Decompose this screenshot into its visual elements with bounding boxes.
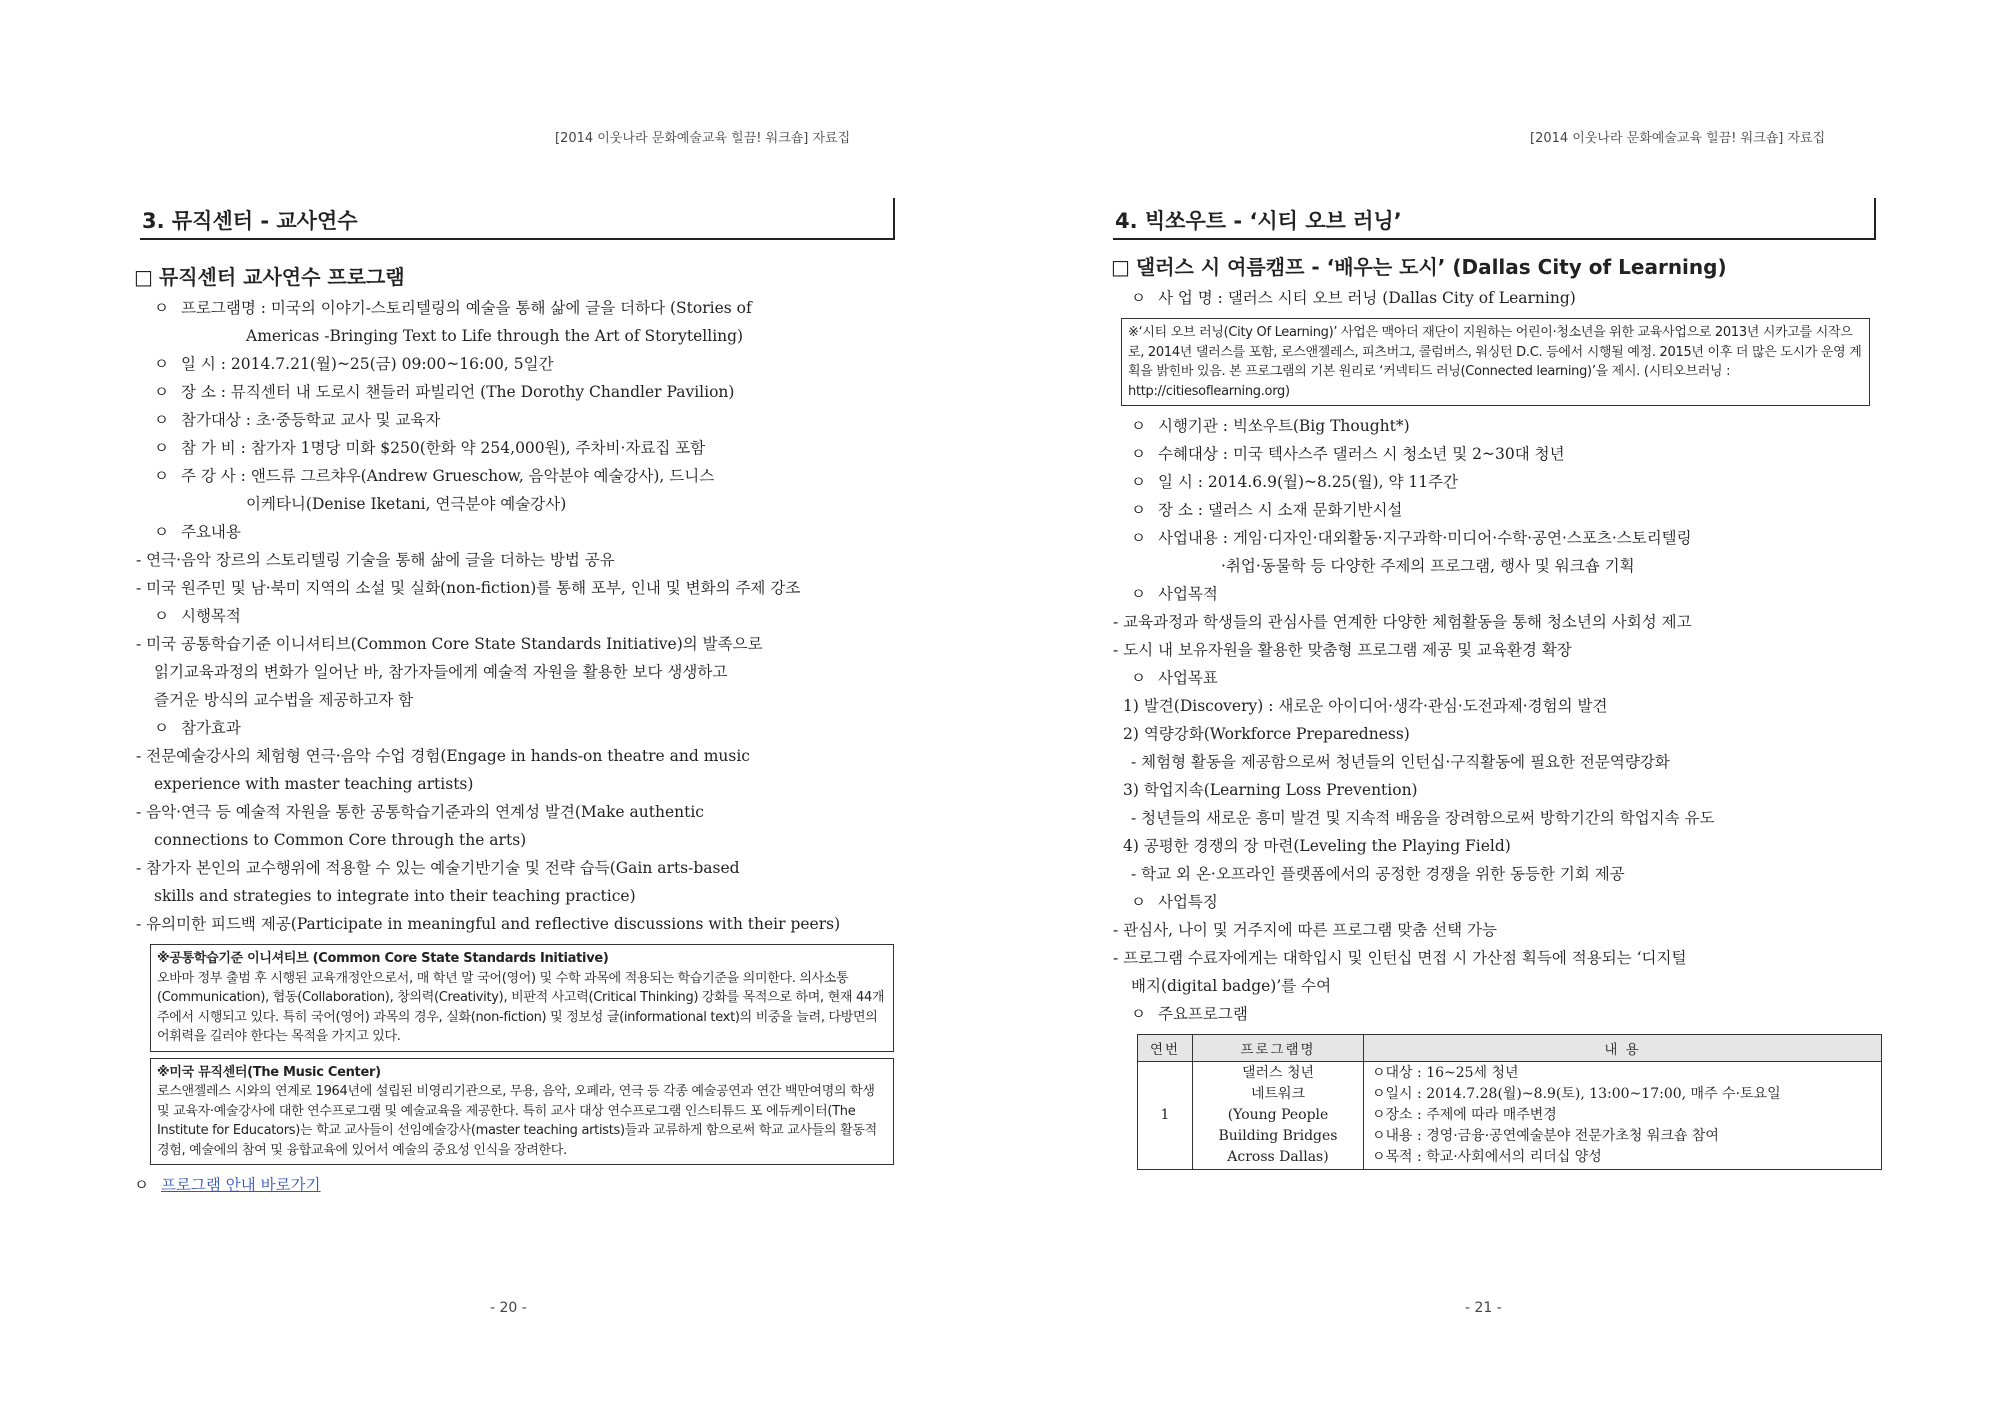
body-line bbox=[134, 742, 894, 770]
line-text: - 연극·음악 장르의 스토리텔링 기술을 통해 삶에 글을 더하는 방법 공유 bbox=[136, 551, 615, 569]
note-title: ※공통학습기준 이니셔티브 (Common Core State Standards Initiative) bbox=[157, 951, 609, 966]
line-text: connections to Common Core through the arts) bbox=[154, 831, 527, 849]
square-bullet-icon: □ bbox=[1111, 255, 1130, 279]
line-text: 사 업 명 : 댈러스 시티 오브 러닝 (Dallas City of Learning) bbox=[1157, 289, 1576, 307]
bullet-icon: ㅇ bbox=[1131, 893, 1146, 911]
page-21 bbox=[1000, 0, 2000, 1413]
body-line bbox=[1111, 720, 1876, 748]
line-text: - 학교 외 온·오프라인 플랫폼에서의 공정한 경쟁을 위한 동등한 기회 제공 bbox=[1131, 865, 1625, 883]
line-text: 즐거운 방식의 교수법을 제공하고자 함 bbox=[154, 691, 414, 709]
line-text: 3) 학업지속(Learning Loss Prevention) bbox=[1123, 781, 1418, 799]
business-name-line bbox=[1111, 284, 1876, 312]
bullet-icon: ㅇ bbox=[1131, 529, 1146, 547]
line-text: 참 가 비 : 참가자 1명당 미화 $250(한화 약 254,000원), 주차비·자료집 포함 bbox=[180, 439, 706, 457]
table-row bbox=[1138, 1062, 1882, 1170]
sub-heading-text: 댈러스 시 여름캠프 - ‘배우는 도시’ (Dallas City of Learning) bbox=[1135, 255, 1727, 279]
line-text: experience with master teaching artists) bbox=[154, 775, 474, 793]
note-box-city-of-learning bbox=[1121, 318, 1870, 406]
line-text: 사업목적 bbox=[1157, 585, 1218, 603]
body-line bbox=[134, 770, 894, 798]
line-text: 읽기교육과정의 변화가 일어난 바, 참가자들에게 예술적 자원을 활용한 보다 생생하고 bbox=[154, 663, 728, 681]
body-line bbox=[1111, 888, 1876, 916]
bullet-icon: ㅇ bbox=[154, 383, 169, 401]
line-text: - 미국 원주민 및 남·북미 지역의 소설 및 실화(non-fiction)를 통해 포부, 인내 및 변화의 주제 강조 bbox=[136, 579, 801, 597]
body-line bbox=[134, 686, 894, 714]
body-line bbox=[1111, 496, 1876, 524]
right-body-lines bbox=[1111, 412, 1876, 1028]
body-line bbox=[1111, 608, 1876, 636]
program-name-line: (Young People bbox=[1227, 1107, 1329, 1123]
body-line bbox=[134, 518, 894, 546]
line-text: 참가효과 bbox=[180, 719, 241, 737]
line-text: 1) 발견(Discovery) : 새로운 아이디어·생각·관심·도전과제·경험의 발견 bbox=[1123, 697, 1608, 715]
line-text: 이케타니(Denise Iketani, 연극분야 예술강사) bbox=[246, 495, 567, 513]
bullet-icon: ㅇ bbox=[154, 439, 169, 457]
line-text: 주요프로그램 bbox=[1157, 1005, 1248, 1023]
bullet-icon: ㅇ bbox=[154, 299, 169, 317]
body-line bbox=[134, 434, 894, 462]
body-line bbox=[134, 630, 894, 658]
line-text: - 음악·연극 등 예술적 자원을 통한 공통학습기준과의 연계성 발견(Make authentic bbox=[136, 803, 704, 821]
page-number: - 20 - bbox=[490, 1300, 527, 1316]
line-text: - 프로그램 수료자에게는 대학입시 및 인턴십 면접 시 가산점 획득에 적용되는 ‘디지털 bbox=[1113, 949, 1687, 967]
body-line bbox=[1111, 580, 1876, 608]
bullet-icon: ㅇ bbox=[154, 467, 169, 485]
cell-no: 1 bbox=[1138, 1062, 1193, 1170]
sub-heading bbox=[134, 262, 894, 292]
bullet-icon: ㅇ bbox=[154, 719, 169, 737]
line-text: 일 시 : 2014.6.9(월)~8.25(월), 약 11주간 bbox=[1157, 473, 1459, 491]
body-line bbox=[1111, 412, 1876, 440]
body-line bbox=[134, 406, 894, 434]
bullet-icon: ㅇ bbox=[1131, 445, 1146, 463]
body-line bbox=[1111, 692, 1876, 720]
line-text: 시행목적 bbox=[180, 607, 241, 625]
content-line: ㅇ대상 : 16~25세 청년 bbox=[1372, 1065, 1519, 1081]
note-box-common-core bbox=[150, 944, 894, 1052]
line-text: - 미국 공통학습기준 이니셔티브(Common Core State Standards Initiative)의 발족으로 bbox=[136, 635, 763, 653]
content-line: ㅇ목적 : 학교·사회에서의 리더십 양성 bbox=[1372, 1149, 1602, 1165]
header-program-name: 프로그램명 bbox=[1193, 1035, 1364, 1062]
line-text: 사업특징 bbox=[1157, 893, 1218, 911]
body-line bbox=[1111, 776, 1876, 804]
body-line bbox=[1111, 860, 1876, 888]
note-box-music-center bbox=[150, 1058, 894, 1166]
body-line bbox=[1111, 916, 1876, 944]
content-line: ㅇ일시 : 2014.7.28(월)~8.9(토), 13:00~17:00, 매주 수·토요일 bbox=[1372, 1086, 1781, 1102]
table-header-row bbox=[1138, 1035, 1882, 1062]
body-line bbox=[1111, 748, 1876, 776]
bullet-icon: ㅇ bbox=[1131, 289, 1146, 307]
page-number: - 21 - bbox=[1465, 1300, 1502, 1316]
body-line bbox=[134, 294, 894, 322]
body-line bbox=[1111, 944, 1876, 972]
program-name-line: Building Bridges bbox=[1218, 1128, 1338, 1144]
line-text: 배지(digital badge)’를 수여 bbox=[1131, 977, 1332, 995]
note-body: 오바마 정부 출범 후 시행된 교육개정안으로서, 매 학년 말 국어(영어) 및 수학 과목에 적용되는 학습기준을 의미한다. 의사소통(Communication), 협동(Collaboration), 창의력(Creativity), 비판적 사고력(Critical Thinking) 강화를 목적으로 하며, 현재 44개 주에서 시행되고 있다. 특히 국어(영어) 과목의 경우, 실화(non-fiction) 및 정보성 글(informational text)의 비중을 늘려, 다방면의 어휘력을 길러야 한다는 목적을 가지고 있다. bbox=[157, 970, 885, 1044]
body-line bbox=[134, 378, 894, 406]
line-text: 일 시 : 2014.7.21(월)~25(금) 09:00~16:00, 5일간 bbox=[180, 355, 554, 373]
bullet-icon: ㅇ bbox=[1131, 473, 1146, 491]
program-table bbox=[1137, 1034, 1882, 1170]
line-text: 수혜대상 : 미국 텍사스주 댈러스 시 청소년 및 2~30대 청년 bbox=[1157, 445, 1565, 463]
body-line bbox=[1111, 1000, 1876, 1028]
line-text: - 체험형 활동을 제공함으로써 청년들의 인턴십·구직활동에 필요한 전문역량강화 bbox=[1131, 753, 1670, 771]
cell-program-name bbox=[1193, 1062, 1364, 1170]
section-title: 3. 뮤직센터 - 교사연수 bbox=[140, 198, 895, 240]
body-line bbox=[134, 490, 894, 518]
note-title: ※미국 뮤직센터(The Music Center) bbox=[157, 1064, 381, 1080]
body-line bbox=[134, 854, 894, 882]
right-column bbox=[1111, 252, 1876, 1170]
bullet-icon: ㅇ bbox=[1131, 501, 1146, 519]
body-line bbox=[1111, 832, 1876, 860]
bullet-icon: ㅇ bbox=[1131, 417, 1146, 435]
running-header: [2014 이웃나라 문화예술교육 힐끔! 워크숍] 자료집 bbox=[1530, 131, 1826, 146]
body-line bbox=[134, 910, 894, 938]
program-name-line: 댈러스 청년 bbox=[1241, 1065, 1315, 1081]
line-text: - 참가자 본인의 교수행위에 적용할 수 있는 예술기반기술 및 전략 습득(Gain arts-based bbox=[136, 859, 740, 877]
sub-heading bbox=[1111, 252, 1876, 282]
line-text: 참가대상 : 초·중등학교 교사 및 교육자 bbox=[180, 411, 441, 429]
bullet-icon: ㅇ bbox=[154, 355, 169, 373]
line-text: 장 소 : 댈러스 시 소재 문화기반시설 bbox=[1157, 501, 1403, 519]
body-line bbox=[134, 798, 894, 826]
bullet-icon: ㅇ bbox=[154, 411, 169, 429]
sub-heading-text: 뮤직센터 교사연수 프로그램 bbox=[158, 265, 405, 289]
program-guide-link[interactable]: 프로그램 안내 바로가기 bbox=[160, 1176, 321, 1194]
header-content: 내 용 bbox=[1364, 1035, 1882, 1062]
line-text: - 전문예술강사의 체험형 연극·음악 수업 경험(Engage in hands-on theatre and music bbox=[136, 747, 750, 765]
body-line bbox=[1111, 636, 1876, 664]
content-line: ㅇ장소 : 주제에 따라 매주변경 bbox=[1372, 1107, 1557, 1123]
bullet-icon: ㅇ bbox=[154, 607, 169, 625]
header-no: 연번 bbox=[1138, 1035, 1193, 1062]
program-link-line bbox=[134, 1171, 894, 1199]
body-line bbox=[134, 658, 894, 686]
body-line bbox=[134, 882, 894, 910]
note-body: ※‘시티 오브 러닝(City Of Learning)’ 사업은 맥아더 재단이 지원하는 어린이·청소년을 위한 교육사업으로 2013년 시카고를 시작으로, 2014년 댈러스를 포함, 로스앤젤레스, 피츠버그, 콜럼버스, 워싱턴 D.C. 등에서 시행될 예정. 2015년 이후 더 많은 도시가 운영 계획을 밝힌바 있음. 본 프로그램의 기본 원리로 ‘커넥티드 러닝(Connected learning)’을 제시. (시티오브러닝 : http://citiesoflearning.org) bbox=[1128, 325, 1862, 399]
bullet-icon: ㅇ bbox=[1131, 1005, 1146, 1023]
bullet-icon: ㅇ bbox=[1131, 585, 1146, 603]
line-text: 시행기관 : 빅쏘우트(Big Thought*) bbox=[1157, 417, 1410, 435]
body-line bbox=[134, 602, 894, 630]
square-bullet-icon: □ bbox=[134, 265, 153, 289]
line-text: 사업내용 : 게임·디자인·대외활동·지구과학·미디어·수학·공연·스포츠·스토리텔링 bbox=[1157, 529, 1692, 547]
line-text: 사업목표 bbox=[1157, 669, 1218, 687]
note-body: 로스앤젤레스 시와의 연계로 1964년에 설립된 비영리기관으로, 무용, 음악, 오페라, 연극 등 각종 예술공연과 연간 백만여명의 학생 및 교육자·예술강사에 대한 연수프로그램 및 예술교육을 제공한다. 특히 교사 대상 연수프로그램 인스티튜드 포 에듀케이터(The Institute for Educators)는 학교 교사들이 선임예술강사(master teaching artists)들과 교류하게 함으로써 학교 교사들의 활동적 경험, 예술에의 참여 및 융합교육에 있어서 예술의 중요성 인식을 장려한다. bbox=[157, 1084, 877, 1158]
body-line bbox=[134, 322, 894, 350]
body-line bbox=[1111, 664, 1876, 692]
line-text: ·취업·동물학 등 다양한 주제의 프로그램, 행사 및 워크숍 기획 bbox=[1221, 557, 1635, 575]
line-text: - 청년들의 새로운 흥미 발견 및 지속적 배움을 장려함으로써 방학기간의 학업지속 유도 bbox=[1131, 809, 1715, 827]
line-text: skills and strategies to integrate into their teaching practice) bbox=[154, 887, 636, 905]
line-text: 주요내용 bbox=[180, 523, 241, 541]
program-name-line: 네트워크 bbox=[1250, 1086, 1306, 1102]
line-text: 주 강 사 : 앤드류 그르챠우(Andrew Grueschow, 음악분야 예술강사), 드니스 bbox=[180, 467, 715, 485]
line-text: - 도시 내 보유자원을 활용한 맞춤형 프로그램 제공 및 교육환경 확장 bbox=[1113, 641, 1572, 659]
bullet-icon: ㅇ bbox=[1131, 669, 1146, 687]
body-line bbox=[1111, 440, 1876, 468]
body-line bbox=[1111, 468, 1876, 496]
line-text: - 유의미한 피드백 제공(Participate in meaningful and reflective discussions with their peers) bbox=[136, 915, 841, 933]
left-body-lines bbox=[134, 294, 894, 938]
bullet-icon: ㅇ bbox=[154, 523, 169, 541]
line-text: - 교육과정과 학생들의 관심사를 연계한 다양한 체험활동을 통해 청소년의 사회성 제고 bbox=[1113, 613, 1692, 631]
body-line bbox=[134, 714, 894, 742]
left-column bbox=[134, 262, 894, 1199]
line-text: 프로그램명 : 미국의 이야기-스토리텔링의 예술을 통해 삶에 글을 더하다 (Stories of bbox=[180, 299, 752, 317]
program-name-line: Across Dallas) bbox=[1227, 1149, 1329, 1165]
line-text: Americas -Bringing Text to Life through the Art of Storytelling) bbox=[246, 327, 744, 345]
cell-content bbox=[1364, 1062, 1882, 1170]
body-line bbox=[134, 462, 894, 490]
bullet-icon: ㅇ bbox=[134, 1176, 149, 1194]
line-text: 장 소 : 뮤직센터 내 도로시 챈들러 파빌리언 (The Dorothy Chandler Pavilion) bbox=[180, 383, 735, 401]
body-line bbox=[134, 350, 894, 378]
section-title: 4. 빅쏘우트 - ‘시티 오브 러닝’ bbox=[1113, 198, 1876, 240]
running-header: [2014 이웃나라 문화예술교육 힐끔! 워크숍] 자료집 bbox=[555, 131, 851, 146]
body-line bbox=[1111, 524, 1876, 552]
content-line: ㅇ내용 : 경영·금융·공연예술분야 전문가초청 워크숍 참여 bbox=[1372, 1128, 1719, 1144]
body-line bbox=[134, 546, 894, 574]
body-line bbox=[134, 826, 894, 854]
body-line bbox=[1111, 972, 1876, 1000]
line-text: - 관심사, 나이 및 거주지에 따른 프로그램 맞춤 선택 가능 bbox=[1113, 921, 1497, 939]
line-text: 4) 공평한 경쟁의 장 마련(Leveling the Playing Field) bbox=[1123, 837, 1511, 855]
body-line bbox=[1111, 552, 1876, 580]
line-text: 2) 역량강화(Workforce Preparedness) bbox=[1123, 725, 1410, 743]
body-line bbox=[1111, 804, 1876, 832]
body-line bbox=[134, 574, 894, 602]
